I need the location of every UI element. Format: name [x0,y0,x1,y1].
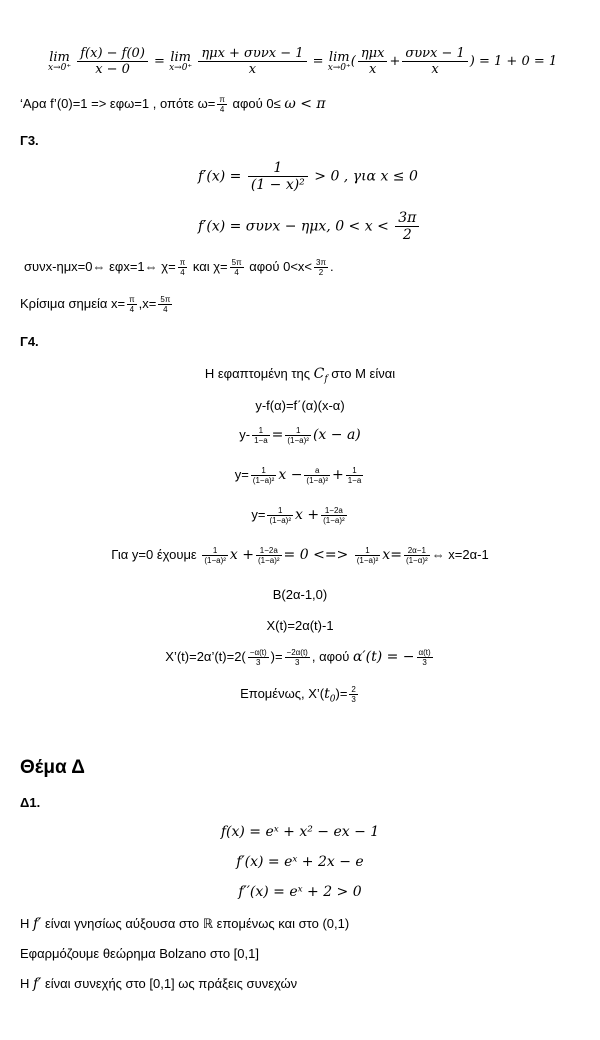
x-intercept-line: Για y=0 έχουμε $\frac{1}{\text{(1−a)²}}$ x + $\frac{1-2a}{\text{(1−a)²}}$ = 0 <=> $\frac{1}{\text{(1−a)²}}$ x= $\frac{2\alpha-1}{\text{(1−α)²}}$ ⇔ x=2α-1 [111,546,489,565]
fraction: $\frac{1-2a}{\text{(1−a)²}}$ [323,506,345,525]
fraction: $\frac{\alpha(t)}{3}$ [418,648,431,667]
monotonicity-line: Η f′ είναι γνησίως αύξουσα στο ℝ επομένως και στο (0,1) [20,916,350,932]
fraction-cos-minus-one: $\frac{\text{συνx − 1}}{x}$ [402,46,467,77]
fraction-one-over-square: $\frac{1}{\text{(1 − x)²}}$ [248,160,308,193]
tangent-equation-general: y-f(α)=f΄(α)(x-α) [255,398,345,413]
tangent-equation-step-1: y- $\frac{1}{1-a}$ = $\frac{1}{\text{(1−a)²}}$ (x − a) [239,426,361,445]
function-definition: f(x) = eˣ + x² − ex − 1 [220,824,380,840]
tangent-equation-step-3: y= $\frac{1}{\text{(1−a)²}}$ x + $\frac{1-2a}{\text{(1−a)²}}$ [251,506,345,525]
fraction: $\frac{1}{1-a}$ [254,426,268,445]
roots-line: συνx-ημx=0⇔ εφx=1⇔ χ= $\frac{\pi}{4}$ και χ= $\frac{5\pi}{4}$ αφού 0<x< $\frac{3\pi}{2}$ . [24,258,334,277]
fraction-5pi-over-4: $\frac{5\pi}{4}$ [160,295,171,314]
fraction: $\frac{2}{3}$ [351,685,356,704]
fraction: $\frac{1}{\text{(1−a)²}}$ [204,546,226,565]
section-heading-g4: Γ4. [20,334,39,349]
fraction: $\frac{1}{\text{(1−a)²}}$ [269,506,291,525]
tangent-equation-step-2: y= $\frac{1}{\text{(1−a)²}}$ x − $\frac{a}{\text{(1−a)²}}$ + $\frac{1}{1-a}$ [234,466,362,485]
bolzano-line: Εφαρμόζουμε θεώρημα Bolzano στο [0,1] [20,946,259,961]
section-heading-g3: Γ3. [20,133,39,148]
fraction: $\frac{1}{\text{(1−a)²}}$ [287,426,309,445]
continuity-line: Η f′ είναι συνεχής στο [0,1] ως πράξεις συνεχών [20,976,298,992]
fraction-trig: $\frac{\text{ημx + συνx − 1}}{x}$ [198,46,306,77]
theme-heading: Θέμα Δ [20,757,85,778]
fraction: $\frac{-\alpha(t)}{3}$ [249,648,267,667]
fraction: $\frac{a}{\text{(1−a)²}}$ [306,466,328,485]
fraction-pi-over-4: $\frac{\pi}{4}$ [179,258,186,277]
tangent-intro-line: Η εφαπτομένη της $C_f$ στο Μ είναι [204,366,396,385]
fraction: $\frac{1-2a}{\text{(1−a)²}}$ [257,546,280,565]
lim-operator-2: lim x→0⁺ [169,49,193,73]
derivative-equation-2: f′(x) = συνx − ημx, 0 < x < $\frac{3\pi}{2}$ [198,210,421,243]
limit-equation: lim x→0⁺ $\frac{f(x) - f(0)}{x - 0}$ = lim x→0⁺ $\frac{\text{ημx + συνx − 1}}{x}$ = lim x→0⁺ ( $\frac{\text{ημx}}{x}$ + $\frac{\text{συνx − 1}}{x}$ ) = 1 + 0 = 1 [48,46,558,77]
lim-operator-3: lim x→0⁺ [327,49,351,73]
derivative-conclusion-line: ‘Αρα f’(0)=1 => εφω=1 , οπότε ω= $\frac{\pi}{4}$ αφού 0≤ ω < π [20,95,326,114]
fraction-pi-over-4: $\frac{\pi}{4}$ [219,95,225,114]
fraction: $\frac{2\alpha-1}{\text{(1−α)²}}$ [405,546,428,565]
fraction: $\frac{-2\alpha(t)}{3}$ [286,648,308,667]
x-of-t-line: Χ(t)=2α(t)-1 [266,618,334,633]
section-heading-d1: Δ1. [20,795,41,810]
fraction: $\frac{1}{\text{(1−a)²}}$ [252,466,275,485]
fraction: $\frac{1}{\text{(1−a)²}}$ [356,546,379,565]
fraction: $\frac{1}{1-a}$ [347,466,362,485]
fraction-3pi-over-2: $\frac{3\pi}{2}$ [316,258,326,277]
critical-points-line: Κρίσιμα σημεία x= $\frac{\pi}{4}$ ,x= $\frac{5\pi}{4}$ [20,295,171,314]
fraction-pi-over-4: $\frac{\pi}{4}$ [129,295,135,314]
fraction-3pi-over-2: $\frac{3\pi}{2}$ [395,210,419,243]
second-derivative: f′′(x) = eˣ + 2 > 0 [238,884,362,900]
first-derivative: f′(x) = eˣ + 2x − e [236,854,364,870]
lim-operator-1: lim x→0⁺ [48,49,72,73]
fraction-difference-quotient: $\frac{f(x) - f(0)}{x - 0}$ [77,46,148,77]
conclusion-line: Επομένως, $X’(t_0)=$ $\frac{2}{3}$ [240,685,356,705]
point-b-line: Β(2α-1,0) [272,587,328,602]
derivative-equation-1: f′(x) = $\frac{1}{\text{(1 − x)²}}$ > 0 , για x ≤ 0 [198,160,418,193]
x-prime-line: Χ’(t)=2α’(t)=2( $\frac{-\alpha(t)}{3}$ )= $\frac{-2\alpha(t)}{3}$ , αφού α′(t) = − $\frac{\alpha(t)}{3}$ [165,648,431,667]
fraction-sin-over-x: $\frac{\text{ημx}}{x}$ [358,46,388,77]
fraction-5pi-over-4: $\frac{5\pi}{4}$ [231,258,242,277]
